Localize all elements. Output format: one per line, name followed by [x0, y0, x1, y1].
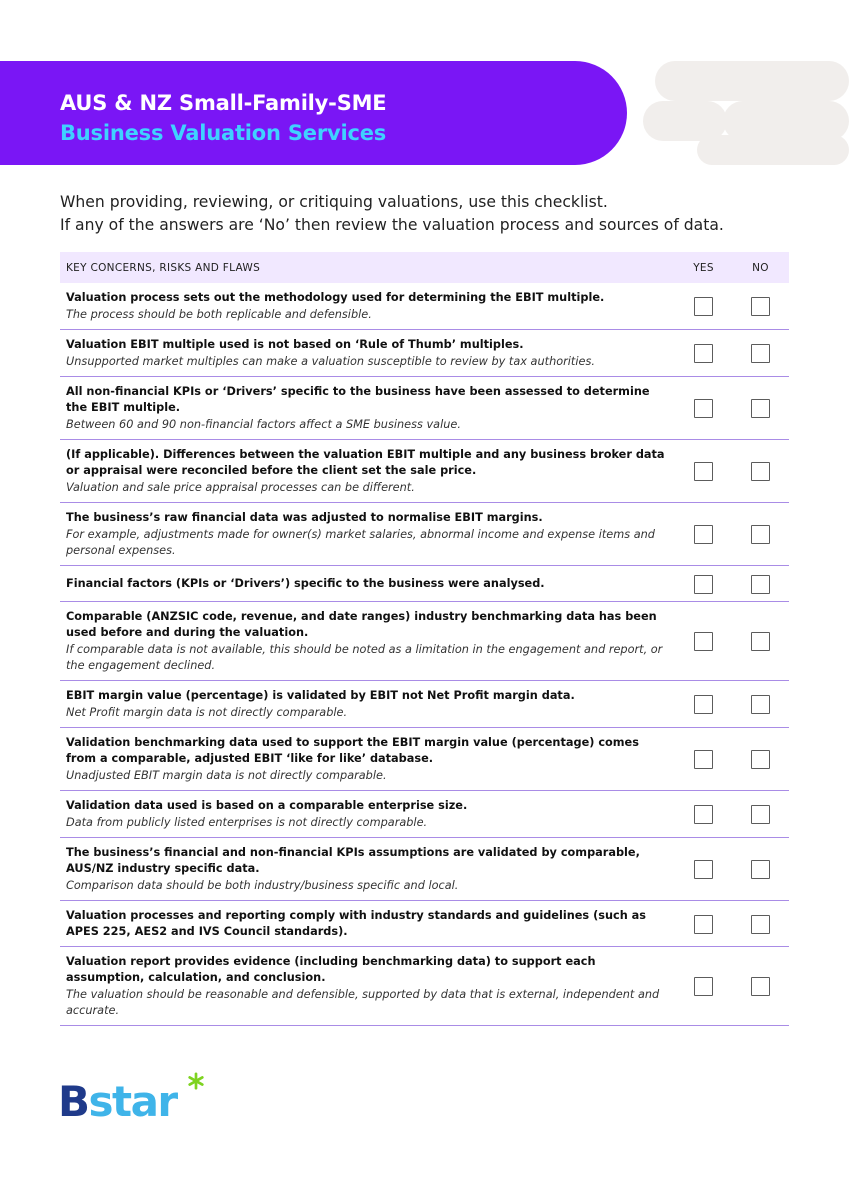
concern-question: Valuation report provides evidence (including benchmarking data) to support each assumption, calculation, and conclusion. — [66, 955, 596, 984]
no-checkbox[interactable] — [751, 399, 770, 418]
table-row — [60, 440, 789, 503]
yes-checkbox[interactable] — [694, 750, 713, 769]
no-checkbox[interactable] — [751, 977, 770, 996]
decorative-cloud — [655, 61, 849, 101]
no-checkbox[interactable] — [751, 525, 770, 544]
yes-checkbox[interactable] — [694, 915, 713, 934]
table-header-row — [60, 252, 789, 283]
concern-note: The valuation should be reasonable and defensible, supported by data that is external, independent and accurate. — [66, 988, 660, 1017]
concern-note: Between 60 and 90 non-financial factors affect a SME business value. — [66, 418, 461, 431]
table-row — [60, 602, 789, 681]
concern-question: All non-financial KPIs or ‘Drivers’ specific to the business have been assessed to determine the EBIT multiple. — [66, 385, 650, 414]
concern-question: Comparable (ANZSIC code, revenue, and date ranges) industry benchmarking data has been used before and during the valuation. — [66, 610, 657, 639]
concern-question: Validation benchmarking data used to support the EBIT margin value (percentage) comes from a comparable, adjusted EBIT ‘like for like’ database. — [66, 736, 639, 765]
concern-question: Valuation process sets out the methodology used for determining the EBIT multiple. — [66, 291, 605, 304]
concern-cell — [60, 377, 675, 440]
concern-note: Net Profit margin data is not directly comparable. — [66, 706, 348, 719]
concern-cell — [60, 330, 675, 377]
no-checkbox[interactable] — [751, 860, 770, 879]
concern-question: Validation data used is based on a comparable enterprise size. — [66, 799, 468, 812]
no-checkbox[interactable] — [751, 344, 770, 363]
table-row — [60, 901, 789, 947]
concern-question: EBIT margin value (percentage) is validated by EBIT not Net Profit margin data. — [66, 689, 575, 702]
concern-question: Valuation EBIT multiple used is not based on ‘Rule of Thumb’ multiples. — [66, 338, 524, 351]
concern-question: (If applicable). Differences between the valuation EBIT multiple and any business broker data or appraisal were reconciled before the client set the sale price. — [66, 448, 665, 477]
decorative-cloud — [697, 135, 849, 165]
concern-cell — [60, 440, 675, 503]
bstar-logo — [58, 1072, 218, 1124]
table-row — [60, 791, 789, 838]
concern-cell — [60, 838, 675, 901]
yes-checkbox[interactable] — [694, 399, 713, 418]
no-checkbox[interactable] — [751, 805, 770, 824]
yes-checkbox[interactable] — [694, 977, 713, 996]
yes-checkbox[interactable] — [694, 805, 713, 824]
concern-note: Comparison data should be both industry/business specific and local. — [66, 879, 459, 892]
yes-checkbox[interactable] — [694, 695, 713, 714]
yes-checkbox[interactable] — [694, 344, 713, 363]
concern-cell — [60, 901, 675, 947]
concern-note: Valuation and sale price appraisal processes can be different. — [66, 481, 415, 494]
logo-wordmark — [58, 1077, 177, 1126]
no-checkbox[interactable] — [751, 750, 770, 769]
valuation-checklist — [60, 252, 789, 1026]
yes-checkbox[interactable] — [694, 462, 713, 481]
concern-note: Unsupported market multiples can make a valuation susceptible to review by tax authorities. — [66, 355, 595, 368]
table-row — [60, 377, 789, 440]
table-row — [60, 681, 789, 728]
concern-question: Financial factors (KPIs or ‘Drivers’) specific to the business were analysed. — [66, 577, 545, 590]
intro-line-2: If any of the answers are ‘No’ then review the valuation process and sources of data. — [60, 216, 724, 234]
yes-checkbox[interactable] — [694, 860, 713, 879]
page-title — [60, 88, 386, 148]
table-row — [60, 283, 789, 330]
intro-text — [60, 191, 800, 237]
concern-note: Unadjusted EBIT margin data is not directly comparable. — [66, 769, 387, 782]
no-checkbox[interactable] — [751, 462, 770, 481]
column-header-no: NO — [732, 252, 789, 283]
concern-cell — [60, 602, 675, 681]
concern-question: Valuation processes and reporting comply with industry standards and guidelines (such as APES 225, AES2 and IVS Council standards). — [66, 909, 647, 938]
column-header-yes: YES — [675, 252, 732, 283]
table-row — [60, 728, 789, 791]
concern-cell — [60, 566, 675, 602]
no-checkbox[interactable] — [751, 297, 770, 316]
concern-cell — [60, 791, 675, 838]
yes-checkbox[interactable] — [694, 632, 713, 651]
no-checkbox[interactable] — [751, 915, 770, 934]
no-checkbox[interactable] — [751, 695, 770, 714]
table-row — [60, 838, 789, 901]
concern-cell — [60, 728, 675, 791]
concern-question: The business’s financial and non-financial KPIs assumptions are validated by comparable, AUS/NZ industry specific data. — [66, 846, 640, 875]
title-line-2: Business Valuation Services — [60, 121, 387, 145]
column-header-concerns: KEY CONCERNS, RISKS AND FLAWS — [60, 252, 675, 283]
logo-text-star: star — [88, 1077, 177, 1126]
star-icon — [187, 1072, 205, 1090]
table-row — [60, 947, 789, 1026]
concern-note: If comparable data is not available, this should be noted as a limitation in the engagement and report, or the engagement declined. — [66, 643, 663, 672]
concern-note: For example, adjustments made for owner(s) market salaries, abnormal income and expense items and personal expenses. — [66, 528, 655, 557]
concern-question: The business’s raw financial data was adjusted to normalise EBIT margins. — [66, 511, 543, 524]
yes-checkbox[interactable] — [694, 525, 713, 544]
concern-cell — [60, 503, 675, 566]
concern-cell — [60, 681, 675, 728]
title-line-1: AUS & NZ Small-Family-SME — [60, 91, 387, 115]
concern-cell — [60, 947, 675, 1026]
table-row — [60, 503, 789, 566]
yes-checkbox[interactable] — [694, 575, 713, 594]
table-row — [60, 330, 789, 377]
no-checkbox[interactable] — [751, 632, 770, 651]
concern-cell — [60, 283, 675, 330]
yes-checkbox[interactable] — [694, 297, 713, 316]
concern-note: The process should be both replicable and defensible. — [66, 308, 372, 321]
table-row — [60, 566, 789, 602]
no-checkbox[interactable] — [751, 575, 770, 594]
concern-note: Data from publicly listed enterprises is not directly comparable. — [66, 816, 428, 829]
intro-line-1: When providing, reviewing, or critiquing valuations, use this checklist. — [60, 193, 608, 211]
logo-text-b: B — [58, 1077, 89, 1126]
